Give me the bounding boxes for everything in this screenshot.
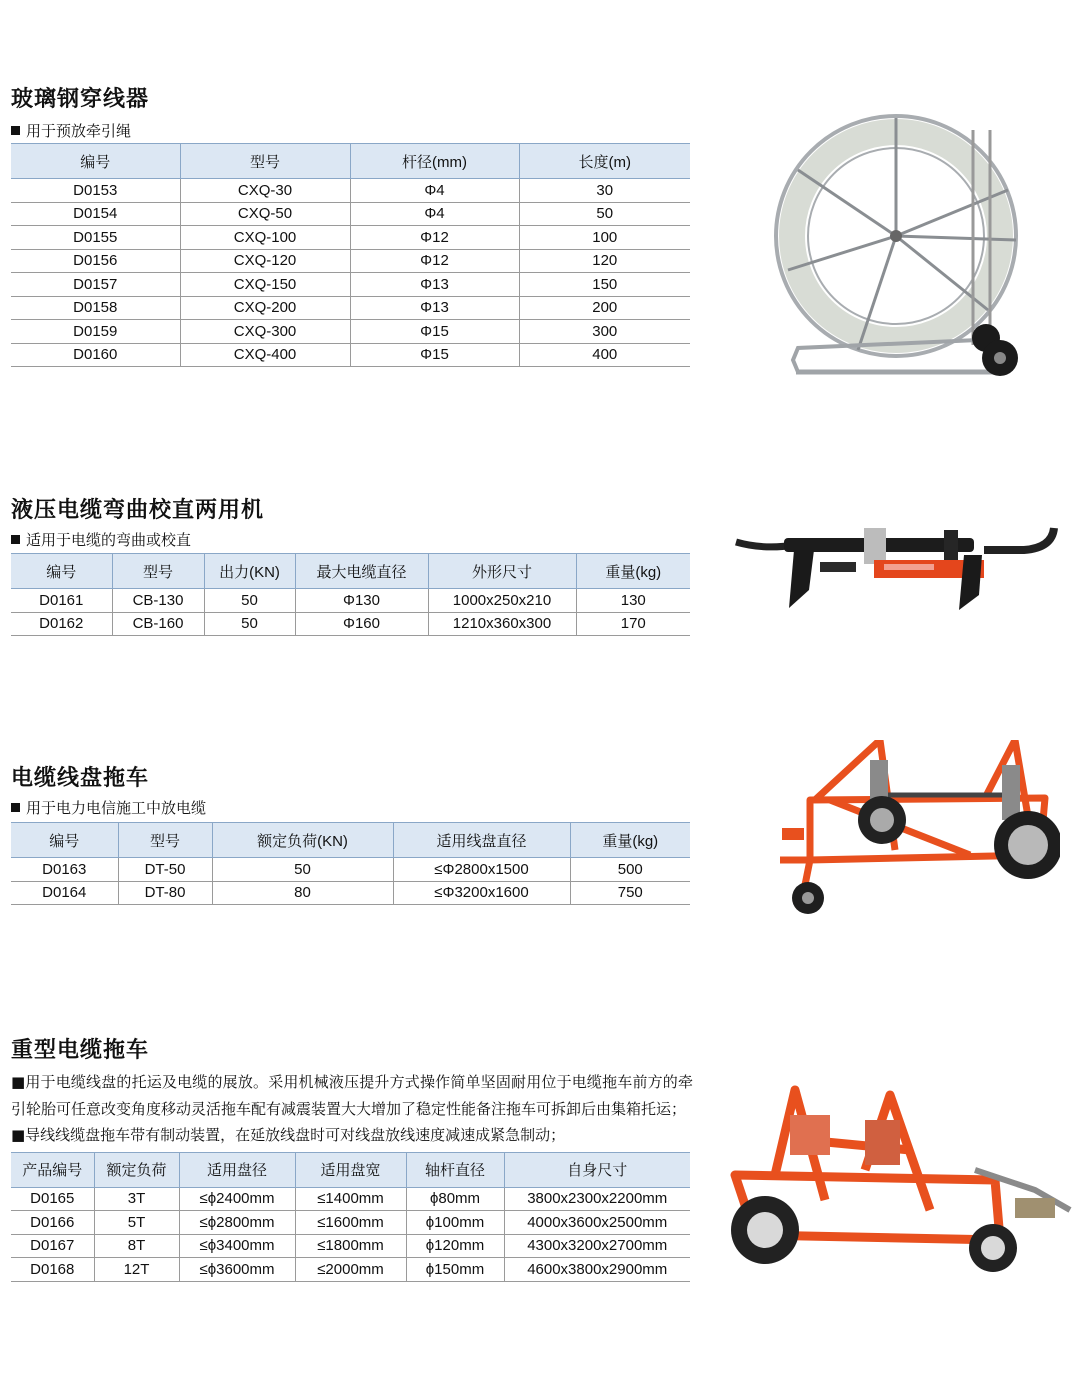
table-cell: Φ15 bbox=[350, 343, 519, 367]
table-cell: D0153 bbox=[11, 179, 180, 203]
section-title: 电缆线盘拖车 bbox=[11, 766, 150, 791]
table-row bbox=[11, 320, 690, 344]
square-bullet-icon bbox=[11, 803, 20, 812]
table-cell: ≤Φ3200x1600 bbox=[393, 881, 570, 905]
table-cell: 50 bbox=[204, 612, 295, 636]
table-cell: ≤ϕ2800mm bbox=[179, 1211, 295, 1235]
column-header: 轴杆直径 bbox=[406, 1152, 504, 1187]
table-cell: 1210x360x300 bbox=[428, 612, 576, 636]
table-cell: D0163 bbox=[11, 858, 118, 882]
table-header-row bbox=[11, 823, 690, 858]
table-cell: 150 bbox=[519, 273, 690, 297]
table-cell: 400 bbox=[519, 343, 690, 367]
table-cell: ϕ120mm bbox=[406, 1234, 504, 1258]
table-cell: CXQ-100 bbox=[180, 226, 350, 250]
column-header: 重量(kg) bbox=[570, 823, 690, 858]
table-cell: 5T bbox=[94, 1211, 179, 1235]
table-cell: ϕ150mm bbox=[406, 1258, 504, 1282]
table-cell: D0160 bbox=[11, 343, 180, 367]
table-row bbox=[11, 226, 690, 250]
column-header: 编号 bbox=[11, 823, 118, 858]
table-cell: ≤1600mm bbox=[295, 1211, 406, 1235]
table-cell: D0167 bbox=[11, 1234, 94, 1258]
column-header: 适用盘径 bbox=[179, 1152, 295, 1187]
table-cell: DT-50 bbox=[118, 858, 212, 882]
table-header-row bbox=[11, 554, 690, 589]
table-cell: CB-160 bbox=[112, 612, 204, 636]
table-cell: 50 bbox=[519, 202, 690, 226]
section-title: 液压电缆弯曲校直两用机 bbox=[11, 498, 265, 523]
column-header: 适用盘宽 bbox=[295, 1152, 406, 1187]
table-row bbox=[11, 179, 690, 203]
table-cell: ϕ80mm bbox=[406, 1187, 504, 1211]
table-row bbox=[11, 1258, 690, 1282]
cable-drum-trailer-image bbox=[770, 740, 1060, 920]
table-cell: D0154 bbox=[11, 202, 180, 226]
table-cell: ≤1400mm bbox=[295, 1187, 406, 1211]
table-cell: 4000x3600x2500mm bbox=[504, 1211, 690, 1235]
table-cell: Φ12 bbox=[350, 226, 519, 250]
table-cell: D0164 bbox=[11, 881, 118, 905]
spec-table bbox=[11, 822, 690, 905]
column-header: 重量(kg) bbox=[576, 554, 690, 589]
table-cell: 120 bbox=[519, 249, 690, 273]
description-paragraph: ■用于电缆线盘的托运及电缆的展放。采用机械液压提升方式操作简单坚固耐用位于电缆拖车前方的牵引轮胎可任意改变角度移动灵活拖车配有减震装置大大增加了稳定性能备注拖车可拆卸后由集箱托运； bbox=[11, 1073, 693, 1118]
table-cell: Φ15 bbox=[350, 320, 519, 344]
column-header: 产品编号 bbox=[11, 1152, 94, 1187]
description-paragraph: ■导线线缆盘拖车带有制动装置，在延放线盘时可对线盘放线速度减速成紧急制动； bbox=[11, 1126, 566, 1144]
table-cell: D0161 bbox=[11, 589, 112, 613]
table-cell: ≤1800mm bbox=[295, 1234, 406, 1258]
column-header: 型号 bbox=[180, 144, 350, 179]
table-cell: D0158 bbox=[11, 296, 180, 320]
column-header: 长度(m) bbox=[519, 144, 690, 179]
section-hydraulic-bender bbox=[11, 497, 690, 636]
table-cell: CXQ-120 bbox=[180, 249, 350, 273]
column-header: 额定负荷 bbox=[94, 1152, 179, 1187]
table-row bbox=[11, 249, 690, 273]
table-cell: 80 bbox=[212, 881, 393, 905]
table-cell: D0162 bbox=[11, 612, 112, 636]
table-cell: Φ13 bbox=[350, 273, 519, 297]
heavy-cable-trailer-image bbox=[715, 1080, 1075, 1280]
table-cell: 300 bbox=[519, 320, 690, 344]
spec-table bbox=[11, 143, 690, 367]
table-cell: Φ13 bbox=[350, 296, 519, 320]
table-cell: ≤ϕ2400mm bbox=[179, 1187, 295, 1211]
table-cell: DT-80 bbox=[118, 881, 212, 905]
table-cell: 4600x3800x2900mm bbox=[504, 1258, 690, 1282]
table-row bbox=[11, 273, 690, 297]
column-header: 外形尺寸 bbox=[428, 554, 576, 589]
table-cell: Φ160 bbox=[295, 612, 428, 636]
section-desc: 用于预放牵引绳 bbox=[11, 120, 690, 142]
column-header: 额定负荷(KN) bbox=[212, 823, 393, 858]
table-cell: ≤ϕ3600mm bbox=[179, 1258, 295, 1282]
table-cell: 50 bbox=[212, 858, 393, 882]
table-cell: 170 bbox=[576, 612, 690, 636]
table-cell: 130 bbox=[576, 589, 690, 613]
table-cell: CXQ-50 bbox=[180, 202, 350, 226]
table-row bbox=[11, 1187, 690, 1211]
table-row bbox=[11, 589, 690, 613]
table-cell: CXQ-30 bbox=[180, 179, 350, 203]
section-desc: 用于电力电信施工中放电缆 bbox=[11, 797, 690, 819]
table-cell: CB-130 bbox=[112, 589, 204, 613]
table-cell: Φ4 bbox=[350, 179, 519, 203]
table-header-row bbox=[11, 144, 690, 179]
table-cell: D0165 bbox=[11, 1187, 94, 1211]
column-header: 最大电缆直径 bbox=[295, 554, 428, 589]
table-cell: D0166 bbox=[11, 1211, 94, 1235]
table-cell: 200 bbox=[519, 296, 690, 320]
table-cell: 8T bbox=[94, 1234, 179, 1258]
table-cell: D0159 bbox=[11, 320, 180, 344]
table-row bbox=[11, 612, 690, 636]
hydraulic-bender-image bbox=[734, 520, 1064, 615]
column-header: 编号 bbox=[11, 554, 112, 589]
table-cell: Φ130 bbox=[295, 589, 428, 613]
table-cell: 750 bbox=[570, 881, 690, 905]
column-header: 自身尺寸 bbox=[504, 1152, 690, 1187]
section-heavy-trailer bbox=[11, 1037, 693, 1282]
table-cell: Φ4 bbox=[350, 202, 519, 226]
table-cell: 50 bbox=[204, 589, 295, 613]
section-title: 重型电缆拖车 bbox=[11, 1038, 150, 1063]
table-row bbox=[11, 1234, 690, 1258]
column-header: 编号 bbox=[11, 144, 180, 179]
table-row bbox=[11, 858, 690, 882]
table-cell: 3T bbox=[94, 1187, 179, 1211]
column-header: 型号 bbox=[112, 554, 204, 589]
table-cell: ≤2000mm bbox=[295, 1258, 406, 1282]
table-cell: 3800x2300x2200mm bbox=[504, 1187, 690, 1211]
square-bullet-icon bbox=[11, 126, 20, 135]
section-title: 玻璃钢穿线器 bbox=[11, 87, 150, 112]
table-row bbox=[11, 1211, 690, 1235]
table-cell: 4300x3200x2700mm bbox=[504, 1234, 690, 1258]
table-header-row bbox=[11, 1152, 690, 1187]
column-header: 出力(KN) bbox=[204, 554, 295, 589]
spec-table bbox=[11, 553, 690, 636]
spec-table bbox=[11, 1152, 690, 1282]
column-header: 适用线盘直径 bbox=[393, 823, 570, 858]
fiberglass-rodder-reel-image bbox=[768, 110, 1028, 385]
table-cell: CXQ-150 bbox=[180, 273, 350, 297]
table-cell: CXQ-400 bbox=[180, 343, 350, 367]
table-cell: CXQ-200 bbox=[180, 296, 350, 320]
table-row bbox=[11, 202, 690, 226]
section-fiberglass-rodder bbox=[11, 86, 690, 367]
table-cell: Φ12 bbox=[350, 249, 519, 273]
table-cell: 1000x250x210 bbox=[428, 589, 576, 613]
table-cell: D0168 bbox=[11, 1258, 94, 1282]
table-cell: 500 bbox=[570, 858, 690, 882]
table-cell: D0157 bbox=[11, 273, 180, 297]
table-row bbox=[11, 881, 690, 905]
column-header: 型号 bbox=[118, 823, 212, 858]
table-cell: 100 bbox=[519, 226, 690, 250]
column-header: 杆径(mm) bbox=[350, 144, 519, 179]
table-cell: 30 bbox=[519, 179, 690, 203]
section-desc: 适用于电缆的弯曲或校直 bbox=[11, 529, 690, 551]
table-cell: ≤ϕ3400mm bbox=[179, 1234, 295, 1258]
table-row bbox=[11, 296, 690, 320]
square-bullet-icon bbox=[11, 535, 20, 544]
table-row bbox=[11, 343, 690, 367]
table-cell: D0156 bbox=[11, 249, 180, 273]
table-cell: ϕ100mm bbox=[406, 1211, 504, 1235]
table-cell: 12T bbox=[94, 1258, 179, 1282]
section-drum-trailer bbox=[11, 765, 690, 905]
table-cell: ≤Φ2800x1500 bbox=[393, 858, 570, 882]
table-cell: D0155 bbox=[11, 226, 180, 250]
table-cell: CXQ-300 bbox=[180, 320, 350, 344]
